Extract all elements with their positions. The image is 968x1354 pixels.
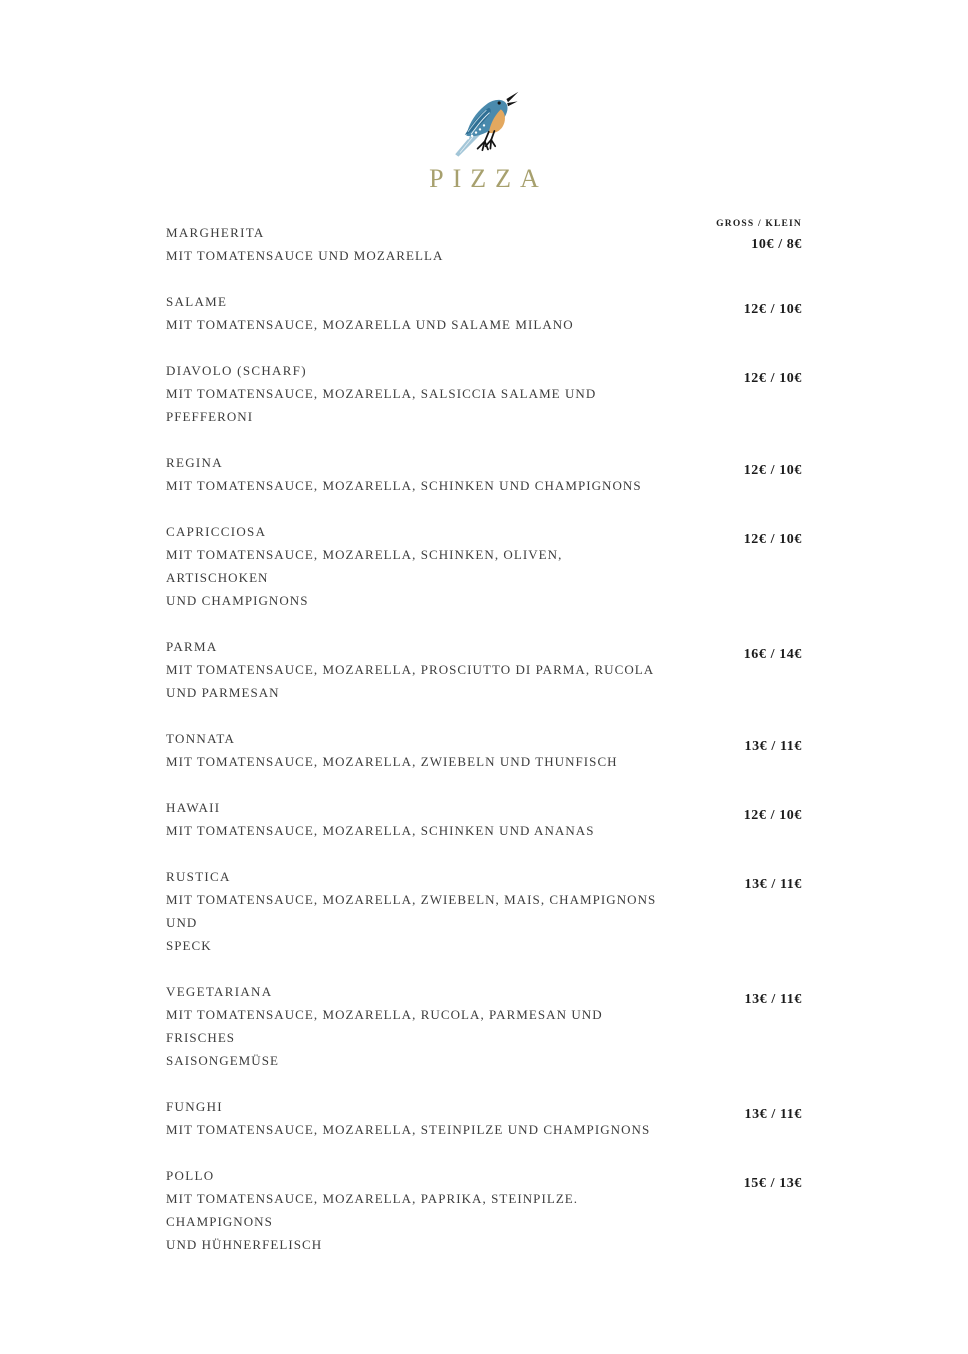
menu-item [166, 1164, 802, 1256]
item-name: RUSTICA [166, 869, 231, 884]
item-price: 15€ / 13€ [743, 1176, 802, 1191]
item-price: 12€ / 10€ [743, 302, 802, 317]
item-description-line: MIT TOMATENSAUCE, MOZARELLA, SCHINKEN UND ANANAS [166, 823, 595, 838]
item-text [166, 1164, 667, 1256]
item-description-line: MIT TOMATENSAUCE, MOZARELLA, PROSCIUTTO DI PARMA, RUCOLA [166, 662, 655, 677]
item-name: SALAME [166, 294, 228, 309]
menu-item [166, 1095, 802, 1141]
item-name: VEGETARIANA [166, 984, 273, 999]
item-text [166, 865, 667, 957]
item-text [166, 1095, 650, 1141]
menu-header [0, 0, 968, 194]
item-text [166, 796, 595, 842]
item-description-line: UND PARMESAN [166, 685, 280, 700]
item-price: 12€ / 10€ [743, 808, 802, 823]
item-price-col [667, 980, 802, 1008]
item-price-col [667, 290, 802, 318]
item-price: 16€ / 14€ [743, 647, 802, 662]
bird-beak [506, 92, 518, 102]
item-description-line: MIT TOMATENSAUCE, MOZARELLA, STEINPILZE UND CHAMPIGNONS [166, 1122, 651, 1137]
item-price: 12€ / 10€ [743, 463, 802, 478]
item-name: TONNATA [166, 731, 236, 746]
item-description-line: MIT TOMATENSAUCE, MOZARELLA, SCHINKEN UND CHAMPIGNONS [166, 478, 642, 493]
menu-item [166, 290, 802, 336]
menu-list [166, 221, 802, 1256]
item-description-line: MIT TOMATENSAUCE, MOZARELLA, RUCOLA, PARMESAN UND FRISCHES [166, 1007, 603, 1045]
item-name: CAPRICCIOSA [166, 524, 267, 539]
item-description-line: UND CHAMPIGNONS [166, 593, 309, 608]
item-price: 12€ / 10€ [743, 532, 802, 547]
item-price: 13€ / 11€ [744, 992, 802, 1007]
menu-item [166, 865, 802, 957]
item-price-col [667, 796, 802, 824]
item-text [166, 635, 654, 704]
item-name: PARMA [166, 639, 218, 654]
item-text [166, 221, 443, 267]
item-name: DIAVOLO (SCHARF) [166, 363, 307, 378]
item-description-line: MIT TOMATENSAUCE, MOZARELLA, SALSICCIA SALAME UND PFEFFERONI [166, 386, 597, 424]
page-title: PIZZA [429, 164, 548, 193]
menu-item [166, 635, 802, 704]
item-text [166, 520, 667, 612]
item-text [166, 980, 667, 1072]
item-price: 13€ / 11€ [744, 1107, 802, 1122]
menu-item [166, 451, 802, 497]
item-name: MARGHERITA [166, 225, 265, 240]
item-description-line: SPECK [166, 938, 212, 953]
item-name: REGINA [166, 455, 223, 470]
menu-item [166, 359, 802, 428]
item-price: 10€ / 8€ [751, 237, 802, 252]
item-name: POLLO [166, 1168, 215, 1183]
menu-item [166, 796, 802, 842]
bird-eye [498, 101, 501, 104]
item-price-col [667, 520, 802, 548]
item-description-line: MIT TOMATENSAUCE, MOZARELLA, ZWIEBELN UND THUNFISCH [166, 754, 618, 769]
item-price: 13€ / 11€ [744, 739, 802, 754]
menu-item [166, 727, 802, 773]
item-price: 12€ / 10€ [743, 371, 802, 386]
item-description-line: MIT TOMATENSAUCE, MOZARELLA, SCHINKEN, OLIVEN, ARTISCHOKEN [166, 547, 563, 585]
item-text [166, 359, 667, 428]
item-price-col [667, 1164, 802, 1192]
item-description-line: MIT TOMATENSAUCE, MOZARELLA, ZWIEBELN, MAIS, CHAMPIGNONS UND [166, 892, 657, 930]
item-description-line: UND HÜHNERFELISCH [166, 1237, 323, 1252]
item-name: FUNGHI [166, 1099, 223, 1114]
item-description-line: MIT TOMATENSAUCE UND MOZARELLA [166, 248, 444, 263]
item-name: HAWAII [166, 800, 221, 815]
item-text [166, 290, 574, 336]
bluebird-logo-icon [444, 86, 524, 160]
item-text [166, 451, 642, 497]
item-description-line: SAISONGEMÜSE [166, 1053, 280, 1068]
item-price-col [667, 451, 802, 479]
price-size-header: GROSS / KLEIN [716, 219, 802, 229]
menu-item [166, 980, 802, 1072]
item-price-col [667, 221, 802, 253]
item-price: 13€ / 11€ [744, 877, 802, 892]
item-text [166, 727, 618, 773]
menu-item [166, 520, 802, 612]
item-description-line: MIT TOMATENSAUCE, MOZARELLA UND SALAME MILANO [166, 317, 574, 332]
item-price-col [667, 635, 802, 663]
item-price-col [667, 1095, 802, 1123]
menu-item [166, 221, 802, 267]
item-price-col [667, 727, 802, 755]
item-description-line: MIT TOMATENSAUCE, MOZARELLA, PAPRIKA, STEINPILZE. CHAMPIGNONS [166, 1191, 579, 1229]
item-price-col [667, 359, 802, 387]
item-price-col [667, 865, 802, 893]
